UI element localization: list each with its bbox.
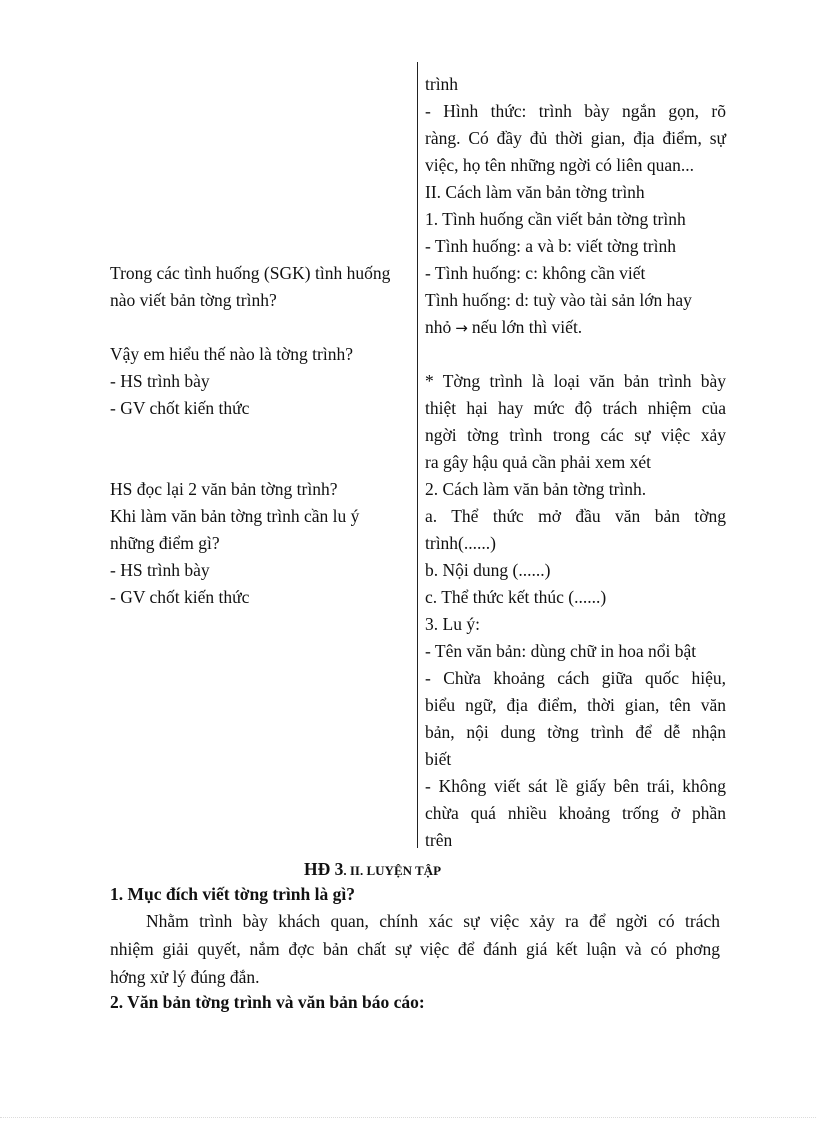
right-line: - Tình huống: a và b: viết tờng trình: [425, 236, 676, 256]
answer-line: Nhằm trình bày khách quan, chính xác sự việc xảy ra để ngời có trách: [146, 911, 720, 931]
left-line: - GV chốt kiến thức: [110, 398, 250, 418]
right-line: ngời tờng trình trong các sự việc xảy: [425, 425, 726, 445]
left-line: Khi làm văn bản tờng trình cần lu ý: [110, 506, 360, 526]
right-line: Tình huống: d: tuỳ vào tài sản lớn hay: [425, 290, 692, 310]
right-line: II. Cách làm văn bản tờng trình: [425, 182, 645, 202]
right-line: biết: [425, 749, 452, 769]
left-line: - HS trình bày: [110, 560, 210, 580]
right-line: c. Thể thức kết thúc (......): [425, 587, 607, 607]
right-line: - Tình huống: c: không cần viết: [425, 263, 646, 283]
right-line: trình(......): [425, 533, 496, 553]
left-line: nào viết bản tờng trình?: [110, 290, 277, 310]
page-edge: [0, 1117, 816, 1118]
question-1: 1. Mục đích viết tờng trình là gì?: [110, 884, 355, 904]
right-line: trên: [425, 830, 453, 850]
right-line: việc, họ tên những ngời có liên quan...: [425, 155, 695, 175]
left-line: HS đọc lại 2 văn bản tờng trình?: [110, 479, 338, 499]
answer-line: hớng xử lý đúng đắn.: [110, 967, 260, 987]
arrow-text: nếu lớn thì viết.: [471, 317, 583, 337]
left-line: Vậy em hiểu thế nào là tờng trình?: [110, 344, 354, 364]
right-line: 1. Tình huống cần viết bản tờng trình: [425, 209, 686, 229]
section-heading: [304, 856, 441, 884]
right-line: b. Nội dung (......): [425, 560, 551, 580]
right-line: a. Thể thức mở đầu văn bản tờng: [425, 506, 726, 526]
right-line: ra gây hậu quả cần phải xem xét: [425, 452, 651, 472]
right-line: - Tên văn bản: dùng chữ in hoa nổi bật: [425, 641, 697, 661]
right-line: bản, nội dung tờng trình để dễ nhận: [425, 722, 726, 742]
answer-line: nhiệm giải quyết, nắm đợc bản chất sự việc để đánh giá kết luận và có phơng: [110, 939, 720, 959]
left-line: Trong các tình huống (SGK) tình huống: [110, 263, 391, 283]
left-line: những điểm gì?: [110, 533, 220, 553]
right-line: - Chừa khoảng cách giữa quốc hiệu,: [425, 668, 726, 688]
left-line: - GV chốt kiến thức: [110, 587, 250, 607]
right-line: - Không viết sát lề giấy bên trái, không: [425, 776, 726, 796]
answer-paragraph: [110, 907, 720, 991]
right-line: chừa quá nhiều khoảng trống ở phần: [425, 803, 726, 823]
right-line: - Hình thức: trình bày ngắn gọn, rõ: [425, 101, 726, 121]
right-arrow-icon: →: [455, 319, 468, 337]
right-line: 2. Cách làm văn bản tờng trình.: [425, 479, 647, 499]
hd-label: HĐ 3: [304, 859, 344, 879]
right-line: 3. Lu ý:: [425, 614, 480, 634]
right-line: ràng. Có đầy đủ thời gian, địa điểm, sự: [425, 128, 726, 148]
right-line: thiệt hại hay mức độ trách nhiệm của: [425, 398, 726, 418]
right-line: trình: [425, 74, 459, 94]
hd-title: . II. LUYỆN TẬP: [343, 863, 442, 878]
right-line: biểu ngữ, địa điểm, thời gian, tên văn: [425, 695, 726, 715]
left-line: - HS trình bày: [110, 371, 210, 391]
word-nho: nhỏ: [425, 317, 452, 337]
right-line: * Tờng trình là loại văn bản trình bày: [425, 371, 726, 391]
table-divider: [417, 62, 418, 848]
right-line-arrow: [425, 314, 726, 342]
question-2: 2. Văn bản tờng trình và văn bản báo cáo:: [110, 992, 425, 1012]
